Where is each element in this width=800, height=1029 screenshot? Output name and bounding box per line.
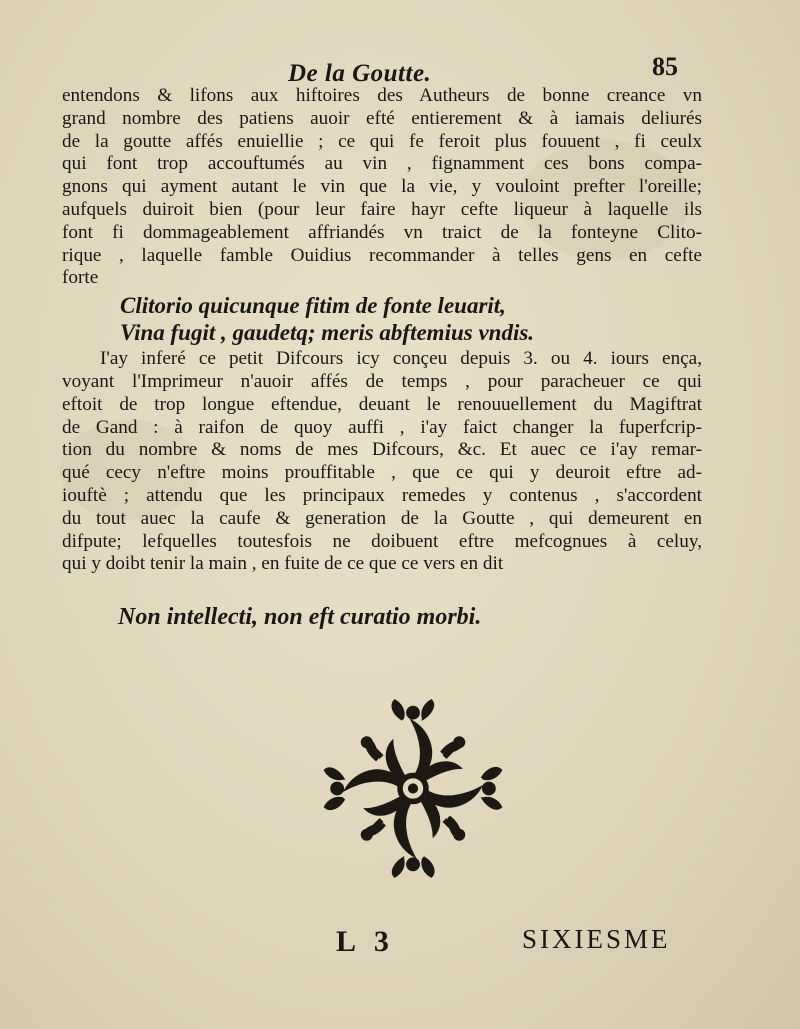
text-line: du tout auec la caufe & generation de la Goutte , qui demeurent en: [62, 507, 702, 529]
text-line: forte: [62, 267, 99, 289]
text-line: gnons qui ayment autant le vin que la vie, y vouloint prefter l'oreille;: [62, 176, 702, 198]
text-line: aufquels duiroit bien (pour leur faire hayr cefte liqueur à laquelle ils: [62, 198, 702, 220]
text-line: I'ay inferé ce petit Difcours icy conçeu depuis 3. ou 4. iours ença,: [100, 348, 702, 370]
body-text: [62, 85, 702, 576]
text-line: de la goutte affés enuiellie ; ce qui fe feroit plus fouuent , fi ceulx: [62, 130, 702, 152]
text-line: iouftè ; attendu que les principaux remedes y contenus , s'accordent: [62, 484, 702, 506]
catchword: SIXIESME: [522, 924, 671, 954]
text-line: font fi dommageablement affriandés vn traict de la fonteyne Clito-: [62, 221, 702, 243]
page-number: 85: [652, 52, 678, 81]
text-line: difpute; lefquelles toutesfois ne doibuent eftre mefcognues à celuy,: [62, 530, 702, 552]
text-line: tion du nombre & noms de mes Difcours, &c. Et auec ce i'ay remar-: [62, 439, 702, 461]
text-line: rique , laquelle famble Ouidius recommander à telles gens en cefte: [62, 244, 702, 266]
text-line: entendons & lifons aux hiftoires des Autheurs de bonne creance vn: [62, 85, 702, 106]
verse-line: Clitorio quicunque fitim de fonte leuarit,: [120, 293, 506, 319]
text-line: grand nombre des patiens auoir efté entierement & à iamais deliurés: [62, 107, 702, 129]
text-line: qui font trop accouftumés au vin , fignamment ces bons compa-: [62, 153, 702, 175]
running-head: De la Goutte.: [288, 60, 432, 87]
signature-mark: L 3: [336, 925, 395, 958]
text-line: de Gand : à raifon de quoy auffi , i'ay faict changer la fuperfcrip-: [62, 416, 702, 438]
verse-line: Vina fugit , gaudetq; meris abftemius vndis.: [120, 320, 535, 346]
text-line: qui y doibt tenir la main , en fuite de ce que ce vers en dit: [62, 553, 504, 575]
floral-ornament-icon: [318, 696, 508, 881]
text-line: voyant l'Imprimeur n'auoir affés de temps , pour paracheuer ce qui: [62, 370, 702, 392]
text-line: qué cecy n'eftre moins prouffitable , que ce qui y deuroit eftre ad-: [62, 462, 702, 484]
text-line: eftoit de trop longue eftendue, deuant le renouuellement du Magiftrat: [62, 393, 702, 415]
closing-verse: Non intellecti, non eft curatio morbi.: [118, 604, 482, 630]
